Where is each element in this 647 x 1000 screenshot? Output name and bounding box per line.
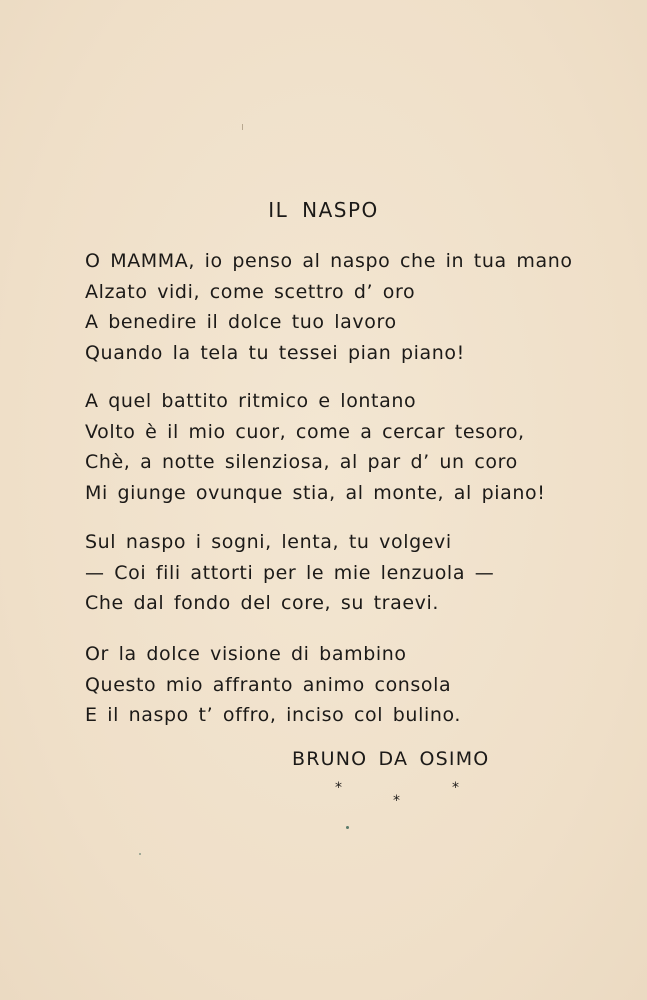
verse-line: Sul naspo i sogni, lenta, tu volgevi	[85, 531, 452, 553]
verse-line: Mi giunge ovunque stia, al monte, al piano!	[85, 481, 546, 504]
verse-line: O MAMMA, io penso al naspo che in tua mano	[85, 250, 573, 272]
asterisk-ornament: *	[452, 780, 459, 796]
verse-line: Volto è il mio cuor, come a cercar tesoro,	[85, 420, 525, 443]
verse-line: Che dal fondo del core, su traevi.	[85, 592, 439, 614]
verse-line: Chè, a notte silenziosa, al par d’ un coro	[85, 451, 518, 473]
verse-line: E il naspo t’ offro, inciso col bulino.	[85, 704, 462, 726]
stanza-1	[85, 246, 573, 368]
verse-line: Alzato vidi, come scettro d’ oro	[85, 280, 416, 303]
paper-speck	[242, 124, 243, 130]
author-signature: BRUNO DA OSIMO	[292, 748, 490, 770]
stanza-2	[85, 386, 545, 508]
stanza-3	[85, 527, 494, 619]
verse-line: Quando la tela tu tessei pian piano!	[85, 341, 465, 364]
paper-speck	[139, 853, 141, 855]
verse-line: Questo mio affranto animo consola	[85, 673, 452, 696]
verse-line: A quel battito ritmico e lontano	[85, 390, 417, 412]
verse-line: Or la dolce visione di bambino	[85, 643, 407, 665]
asterisk-ornament: *	[393, 793, 400, 809]
poem-title: IL NASPO	[268, 198, 379, 222]
asterisk-ornament: *	[335, 780, 342, 796]
paper-speck	[346, 826, 349, 829]
verse-line: A benedire il dolce tuo lavoro	[85, 311, 397, 333]
stanza-4	[85, 639, 461, 731]
verse-line: — Coi fili attorti per le mie lenzuola —	[85, 561, 495, 584]
